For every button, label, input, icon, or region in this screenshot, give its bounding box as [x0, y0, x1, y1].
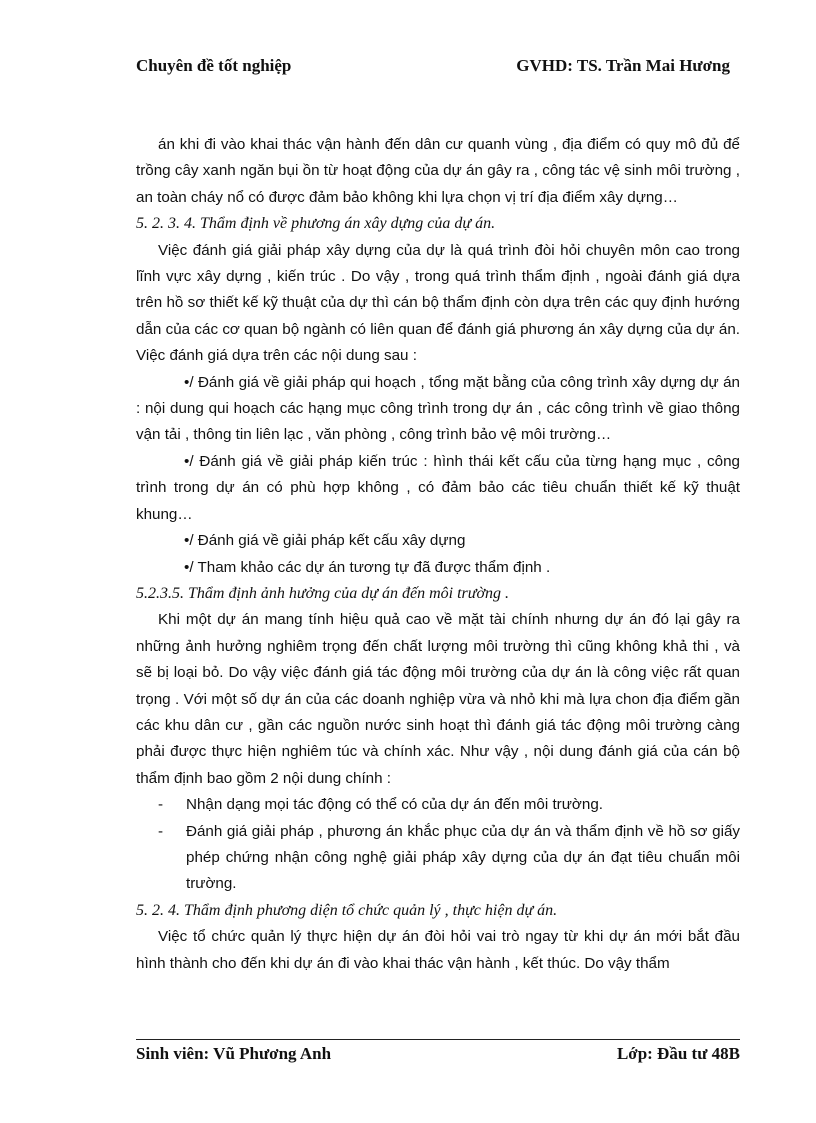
- paragraph-5234: Việc đánh giá giải pháp xây dựng của dự là quá trình đòi hỏi chuyên môn cao trong lĩnh vực xây dựng , kiến trúc . Do vậy , trong quá trình thẩm định , ngoài đánh giá dựa trên hồ sơ thiết kế kỹ thuật của dự thì cán bộ thẩm định còn dựa trên các quy định hướng dẫn của các cơ quan bộ ngành có liên quan để đánh giá phương án xây dựng của dự án. Việc đánh giá dựa trên các nội dung sau :: [136, 241, 740, 365]
- dash-marker: -: [158, 796, 164, 814]
- section-heading-5235: 5.2.3.5. Thẩm định ảnh hưởng của dự án đến môi trường .: [136, 584, 510, 602]
- section-heading-524: 5. 2. 4. Thẩm định phương diện tổ chức quản lý , thực hiện dự án.: [136, 901, 558, 919]
- page-body: [136, 132, 740, 977]
- bullet-item-reference: •/ Tham khảo các dự án tương tự đã được thẩm định .: [184, 558, 551, 576]
- paragraph-5235: Khi một dự án mang tính hiệu quả cao về mặt tài chính nhưng dự án đó lại gây ra những ảnh hưởng nghiêm trọng đến chất lượng môi trường thì cũng không khả thi , và sẽ bị loại bỏ. Do vậy việc đánh giá tác động môi trường của dự án là công việc rất quan trọng . Với một số dự án của các doanh nghiệp vừa và nhỏ khi mà lựa chon địa điểm gần các khu dân cư , gần các nguồn nước sinh hoạt thì đánh giá tác động môi trường càng phải được thực hiện nghiêm túc và chính xác. Như vậy , nội dung đánh giá của cán bộ thẩm định bao gồm 2 nội dung chính :: [136, 611, 740, 787]
- header-supervisor: GVHD: TS. Trần Mai Hương: [516, 56, 730, 75]
- bullet-item-planning: •/ Đánh giá về giải pháp qui hoạch , tổng mặt bằng của công trình xây dựng dự án : nội dung qui hoạch các hạng mục công trình trong dự án , các công trình về giao thông vận tải , thông tin liên lạc , văn phòng , công trình bảo vệ môi trường…: [136, 373, 740, 444]
- paragraph-524: Việc tổ chức quản lý thực hiện dự án đòi hỏi vai trò ngay từ khi dự án mới bắt đầu hình thành cho đến khi dự án đi vào khai thác vận hành , kết thúc. Do vậy thẩm: [136, 928, 740, 972]
- bullet-item-architecture: •/ Đánh giá về giải pháp kiến trúc : hình thái kết cấu của từng hạng mục , công trình trong dự án có phù hợp không , có đảm bảo các tiêu chuẩn thiết kế kỹ thuật khung…: [136, 452, 740, 523]
- dash-marker: -: [158, 822, 164, 840]
- section-heading-5234: 5. 2. 3. 4. Thẩm định về phương án xây dựng của dự án.: [136, 215, 496, 233]
- intro-paragraph: án khi đi vào khai thác vận hành đến dân cư quanh vùng , địa điểm có quy mô đủ để trồng cây xanh ngăn bụi ồn từ hoạt động của dự án gây ra , công tác vệ sinh môi trường , an toàn cháy nổ có được đảm bảo không khi lựa chọn vị trí địa điểm xây dựng…: [136, 136, 740, 206]
- footer-student: Sinh viên: Vũ Phương Anh: [136, 1044, 332, 1063]
- dash-item-evaluate: [136, 819, 740, 898]
- page-footer: [136, 1044, 740, 1068]
- dash-item-text: Đánh giá giải pháp , phương án khắc phục của dự án và thẩm định về hồ sơ giấy phép chứng nhận công nghệ giải pháp xây dựng của dự án đạt tiêu chuẩn môi trường.: [186, 822, 740, 893]
- header-document-type: Chuyên đề tốt nghiệp: [136, 56, 292, 75]
- dash-item-text: Nhận dạng mọi tác động có thể có của dự án đến môi trường.: [186, 796, 603, 814]
- dash-item-identify: [136, 792, 740, 818]
- bullet-item-structure: •/ Đánh giá về giải pháp kết cấu xây dựng: [184, 532, 466, 550]
- footer-divider: [136, 1039, 740, 1040]
- footer-class: Lớp: Đầu tư 48B: [616, 1044, 740, 1063]
- page-header: [136, 56, 730, 80]
